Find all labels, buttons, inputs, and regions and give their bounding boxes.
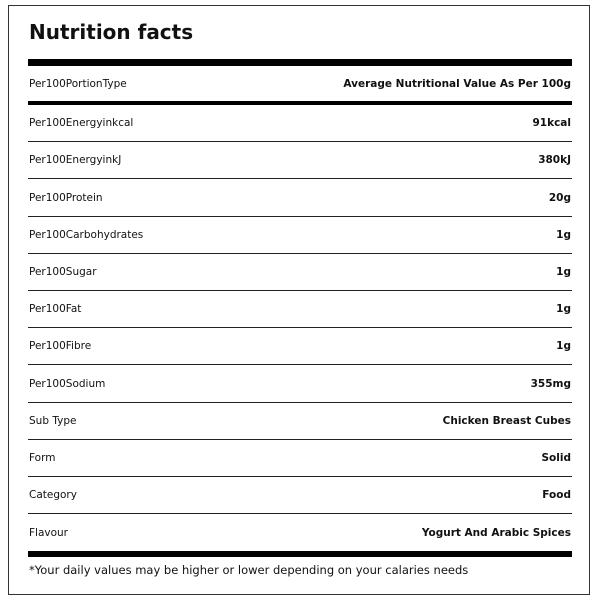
nutrition-row-sugar xyxy=(28,254,572,291)
nutrition-row-fat xyxy=(28,291,572,328)
row-label: Sub Type xyxy=(29,415,77,427)
row-value: 1g xyxy=(556,340,571,352)
row-label: Per100EnergyinkJ xyxy=(29,154,122,166)
row-label: Per100Fat xyxy=(29,303,82,315)
top-divider xyxy=(28,59,572,66)
row-value: 20g xyxy=(548,191,571,204)
row-value: 1g xyxy=(556,266,571,278)
portion-type-value: Average Nutritional Value As Per 100g xyxy=(343,77,571,90)
row-value: 380kJ xyxy=(538,154,571,166)
row-label: Per100Protein xyxy=(29,191,103,204)
portion-type-label: Per100PortionType xyxy=(29,77,127,90)
row-label: Per100Fibre xyxy=(29,340,92,352)
footnote: *Your daily values may be higher or lower depending on your calaries needs xyxy=(29,563,469,577)
row-value: 91kcal xyxy=(532,117,571,129)
nutrition-row-protein xyxy=(28,179,572,217)
row-label: Flavour xyxy=(29,526,69,539)
nutrition-facts-panel xyxy=(8,5,590,595)
row-label: Per100Sugar xyxy=(29,266,97,278)
attribute-row-form xyxy=(28,440,572,477)
row-value: Solid xyxy=(541,452,571,464)
row-value: 1g xyxy=(556,229,571,241)
nutrition-row-energy-kcal xyxy=(28,105,572,142)
nutrition-row-fibre xyxy=(28,328,572,365)
page-title: Nutrition facts xyxy=(29,20,194,44)
row-value: Yogurt And Arabic Spices xyxy=(421,526,571,539)
row-value: Food xyxy=(542,489,571,501)
row-value: 355mg xyxy=(530,377,571,390)
row-value: 1g xyxy=(556,303,571,315)
row-label: Per100Carbohydrates xyxy=(29,229,144,241)
nutrition-row-energy-kj xyxy=(28,142,572,179)
attribute-row-category xyxy=(28,477,572,514)
row-label: Per100Sodium xyxy=(29,377,106,390)
portion-type-row xyxy=(28,66,572,101)
nutrition-row-sodium xyxy=(28,365,572,403)
row-label: Per100Energyinkcal xyxy=(29,117,134,129)
row-label: Form xyxy=(29,452,56,464)
attribute-row-flavour xyxy=(28,514,572,551)
bottom-divider xyxy=(28,551,572,557)
attribute-row-sub-type xyxy=(28,403,572,440)
nutrition-row-carbohydrates xyxy=(28,217,572,254)
row-label: Category xyxy=(29,489,77,501)
row-value: Chicken Breast Cubes xyxy=(442,415,571,427)
